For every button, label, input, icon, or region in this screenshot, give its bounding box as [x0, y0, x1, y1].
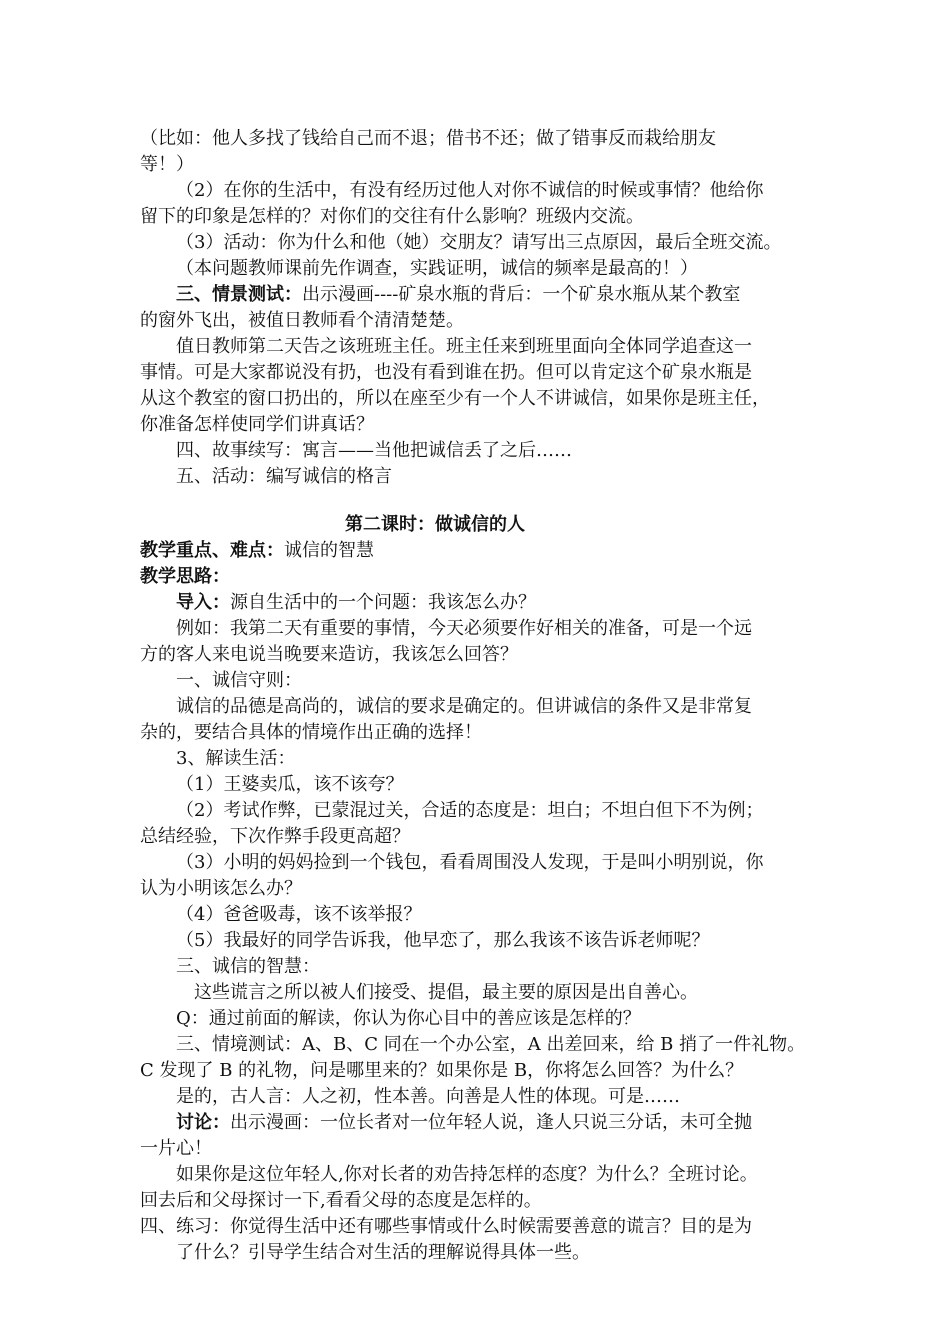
text-line: （2）考试作弊，已蒙混过关，合适的态度是：坦白；不坦白但下不为例；	[176, 800, 764, 821]
text-line: （3）活动：你为什么和他（她）交朋友？请写出三点原因，最后全班交流。	[176, 232, 782, 253]
text-line: 你准备怎样使同学们讲真话？	[140, 414, 374, 435]
text-line: （比如：他人多找了钱给自己而不退；借书不还；做了错事反而栽给朋友	[140, 128, 716, 149]
text-line: 四、故事续写：寓言——当他把诚信丢了之后……	[176, 440, 572, 461]
text-line: 总结经验，下次作弊手段更高超？	[140, 826, 410, 847]
text-line: 一、诚信守则：	[176, 670, 302, 691]
text-line: （4）爸爸吸毒，该不该举报？	[176, 904, 422, 925]
text-line: （3）小明的妈妈捡到一个钱包，看看周围没人发现，于是叫小明别说，你	[176, 852, 764, 873]
text-line: 回去后和父母探讨一下,看看父母的态度是怎样的。	[140, 1190, 542, 1211]
text-line: 留下的印象是怎样的？对你们的交往有什么影响？班级内交流。	[140, 206, 644, 227]
text-line: 教学思路：	[140, 566, 230, 587]
text-line: 3、解读生活：	[176, 748, 296, 769]
text-line: 是的，古人言：人之初，性本善。向善是人性的体现。可是……	[176, 1086, 680, 1107]
text-line: （本问题教师课前先作调查，实践证明，诚信的频率是最高的！）	[176, 258, 698, 279]
text-line: （5）我最好的同学告诉我，他早恋了，那么我该不该告诉老师呢？	[176, 930, 710, 951]
text-line: 方的客人来电说当晚要来造访，我该怎么回答？	[140, 644, 518, 665]
text-line: 一片心！	[140, 1138, 212, 1159]
text-line: 五、活动：编写诚信的格言	[176, 466, 392, 487]
text-line: 三、诚信的智慧：	[176, 956, 320, 977]
text-line: 如果你是这位年轻人,你对长者的劝告持怎样的态度？为什么？全班讨论。	[176, 1164, 758, 1185]
text-line: 了什么？引导学生结合对生活的理解说得具体一些。	[176, 1242, 590, 1263]
text-line: 诚信的品德是高尚的，诚信的要求是确定的。但讲诚信的条件又是非常复	[176, 696, 752, 717]
text-line: Q：通过前面的解读，你认为你心目中的善应该是怎样的？	[176, 1008, 641, 1029]
text-line: C 发现了 B 的礼物，问是哪里来的？如果你是 B，你将怎么回答？为什么？	[140, 1060, 744, 1081]
text-line: 的窗外飞出，被值日教师看个清清楚楚。	[140, 310, 464, 331]
text-line: 三、情境测试：A、B、C 同在一个办公室，A 出差回来，给 B 捎了一件礼物。	[176, 1034, 806, 1055]
text-line: 杂的，要结合具体的情境作出正确的选择！	[140, 722, 482, 743]
text-line: 事情。可是大家都说没有扔，也没有看到谁在扔。但可以肯定这个矿泉水瓶是	[140, 362, 752, 383]
text-line: 值日教师第二天告之该班班主任。班主任来到班里面向全体同学追查这一	[176, 336, 752, 357]
text-line: （2）在你的生活中，有没有经历过他人对你不诚信的时候或事情？他给你	[176, 180, 764, 201]
text-line: （1）王婆卖瓜，该不该夸？	[176, 774, 404, 795]
text-line: 三、情景测试：出示漫画----矿泉水瓶的背后：一个矿泉水瓶从某个教室	[176, 284, 741, 305]
text-line: 认为小明该怎么办？	[140, 878, 302, 899]
text-line: 教学重点、难点：诚信的智慧	[140, 540, 374, 561]
text-line: 讨论：出示漫画：一位长者对一位年轻人说，逢人只说三分话，未可全抛	[176, 1112, 752, 1133]
text-line: 例如：我第二天有重要的事情，今天必须要作好相关的准备，可是一个远	[176, 618, 752, 639]
section-title: 第二课时：做诚信的人	[345, 514, 525, 535]
text-line: 从这个教室的窗口扔出的，所以在座至少有一个人不讲诚信，如果你是班主任，	[140, 388, 770, 409]
text-line: 这些谎言之所以被人们接受、提倡，最主要的原因是出自善心。	[194, 982, 698, 1003]
text-line: 四、练习：你觉得生活中还有哪些事情或什么时候需要善意的谎言？目的是为	[140, 1216, 752, 1237]
text-line: 导入：源自生活中的一个问题：我该怎么办？	[176, 592, 536, 613]
text-line: 等！）	[140, 154, 194, 175]
